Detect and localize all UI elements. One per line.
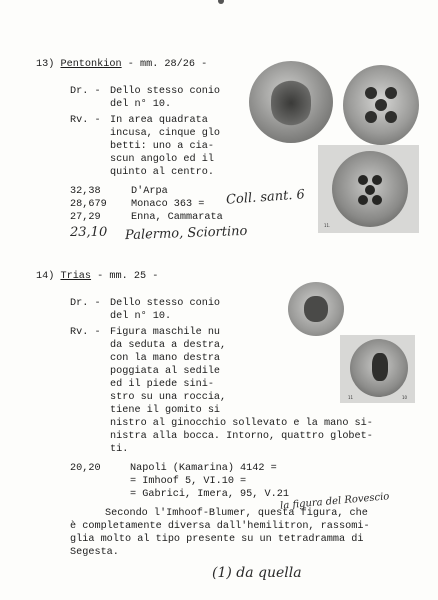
entry-name: Trias [60, 271, 92, 282]
reverse-line: betti: uno a cia- [110, 141, 214, 152]
entry-number: 13) [36, 59, 55, 70]
collection-name: Enna, Cammarata [131, 212, 223, 223]
reverse-line: nistra alla bocca. Intorno, quattro globet- [110, 431, 373, 442]
reverse-line: incusa, cinque glo [110, 128, 221, 139]
reverse-line: nistro al ginocchio sollevato e la mano si- [110, 418, 373, 429]
reference-line: Napoli (Kamarina) 4142 = [130, 463, 277, 474]
reverse-line: ti. [110, 444, 129, 455]
paragraph-line: Secondo l'Imhoof-Blumer, questa figura, che [105, 508, 368, 519]
collection-name: Monaco 363 = [131, 199, 205, 210]
reverse-line: scun angolo ed il [110, 154, 214, 165]
pin-mark [218, 0, 224, 4]
obverse-label: Dr. - [70, 298, 101, 309]
paragraph-line: glia molto al tipo presente su un tetradramma di [70, 534, 364, 545]
coin-reverse-photo [343, 65, 419, 145]
weight-value: 27,29 [70, 212, 101, 223]
handwritten-note-monaco: Coll. sant. 6 [225, 187, 306, 208]
collection-name: D'Arpa [131, 186, 168, 197]
reverse-line: con la mano destra [110, 353, 221, 364]
reverse-label: Rv. - [70, 115, 101, 126]
reverse-line: poggiata al sedile [110, 366, 221, 377]
reference-line: = Imhoof 5, VI.10 = [130, 476, 247, 487]
seated-figure-relief [372, 353, 388, 381]
obverse-line: del n° 10. [110, 311, 172, 322]
paragraph-line: Segesta. [70, 547, 119, 558]
entry-name: Pentonkion [60, 59, 122, 70]
reverse-line: tiene il gomito si [110, 405, 221, 416]
obverse-line: Dello stesso conio [110, 86, 221, 97]
reference-line: = Gabrici, Imera, 95, V.21 [130, 489, 289, 500]
weight-value: 28,679 [70, 199, 107, 210]
paragraph-line: è completamente diversa dall'hemilitron, rassomi- [70, 521, 370, 532]
photo-label: 11 [348, 395, 354, 400]
reverse-line: quinto al centro. [110, 167, 214, 178]
reverse-line: ed il piede sini- [110, 379, 214, 390]
obverse-line: Dello stesso conio [110, 298, 221, 309]
obverse-line: del n° 10. [110, 99, 172, 110]
weight-value: 32,38 [70, 186, 101, 197]
entry-number: 14) [36, 271, 55, 282]
reverse-line: da seduta a destra, [110, 340, 227, 351]
handwritten-collection: Palermo, Sciortino [124, 223, 248, 244]
weight-value: 20,20 [70, 463, 101, 474]
coin-reverse-closeup-photo [340, 335, 415, 403]
head-relief [304, 296, 328, 322]
reverse-line: In area quadrata [110, 115, 208, 126]
head-relief [271, 79, 311, 127]
photo-label: 10 [402, 395, 408, 400]
coin-obverse-photo [249, 61, 333, 143]
photo-label: 11. [324, 223, 331, 228]
entry-size: - mm. 25 - [97, 271, 159, 282]
coin-reverse-closeup-photo [318, 145, 419, 233]
reverse-label: Rv. - [70, 327, 101, 338]
handwritten-insert: la figura del Rovescio [279, 491, 390, 512]
handwritten-weight: 23,10 [70, 225, 108, 240]
handwritten-footnote: (1) da quella [212, 565, 302, 581]
reverse-line: Figura maschile nu [110, 327, 221, 338]
entry-14-heading [36, 270, 158, 283]
obverse-label: Dr. - [70, 86, 101, 97]
entry-13-heading [36, 58, 207, 71]
entry-size: - mm. 28/26 - [127, 59, 208, 70]
coin-obverse-photo [288, 282, 344, 336]
reverse-line: stro su una roccia, [110, 392, 227, 403]
